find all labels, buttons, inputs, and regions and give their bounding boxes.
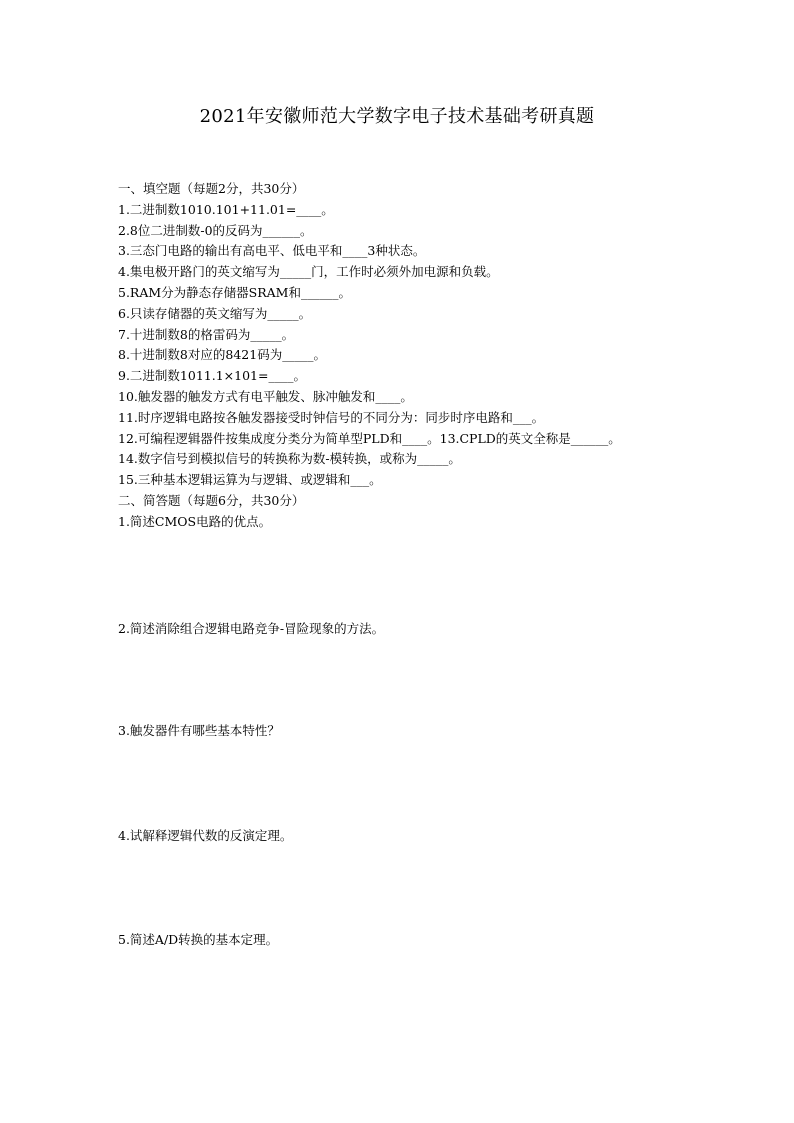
question-item: 15.三种基本逻辑运算为与逻辑、或逻辑和___。: [118, 472, 382, 488]
section-2-heading: 二、简答题（每题6分，共30分）: [118, 492, 305, 508]
question-item: 10.触发器的触发方式有电平触发、脉冲触发和____。: [118, 388, 413, 404]
question-item: 4.集电极开路门的英文缩写为_____门，工作时必须外加电源和负载。: [118, 264, 499, 280]
page-title: 2021年安徽师范大学数字电子技术基础考研真题: [199, 106, 595, 127]
question-item: 3.三态门电路的输出有高电平、低电平和____3种状态。: [118, 243, 426, 259]
section-1-heading: 一、填空题（每题2分，共30分）: [118, 181, 305, 196]
question-item: 5.简述A/D转换的基本定理。: [118, 932, 279, 947]
question-item: 1.简述CMOS电路的优点。: [118, 513, 272, 529]
question-item: 5.RAM分为静态存储器SRAM和______。: [118, 284, 351, 300]
question-item: 12.可编程逻辑器件按集成度分类分为简单型PLD和____。13.CPLD的英文全称是______。: [118, 430, 621, 446]
question-item: 7.十进制数8的格雷码为_____。: [118, 326, 295, 342]
section-1-block: [118, 179, 758, 533]
question-item: 11.时序逻辑电路按各触发器接受时钟信号的不同分为：同步时序电路和___。: [118, 409, 545, 425]
question-item: 9.二进制数1011.1×101=____。: [118, 368, 306, 384]
question-item: 14.数字信号到模拟信号的转换称为数-模转换，或称为_____。: [118, 451, 461, 467]
question-item: 6.只读存储器的英文缩写为_____。: [118, 305, 312, 321]
question-item: 3.触发器件有哪些基本特性？: [118, 723, 280, 738]
question-item: 8.十进制数8对应的8421码为_____。: [118, 347, 326, 363]
question-item: 1.二进制数1010.101+11.01=____。: [118, 201, 334, 217]
question-item: 2.8位二进制数-0的反码为______。: [118, 222, 313, 238]
question-item: 2.简述消除组合逻辑电路竞争-冒险现象的方法。: [118, 621, 385, 636]
question-item: 4.试解释逻辑代数的反演定理。: [118, 828, 293, 843]
